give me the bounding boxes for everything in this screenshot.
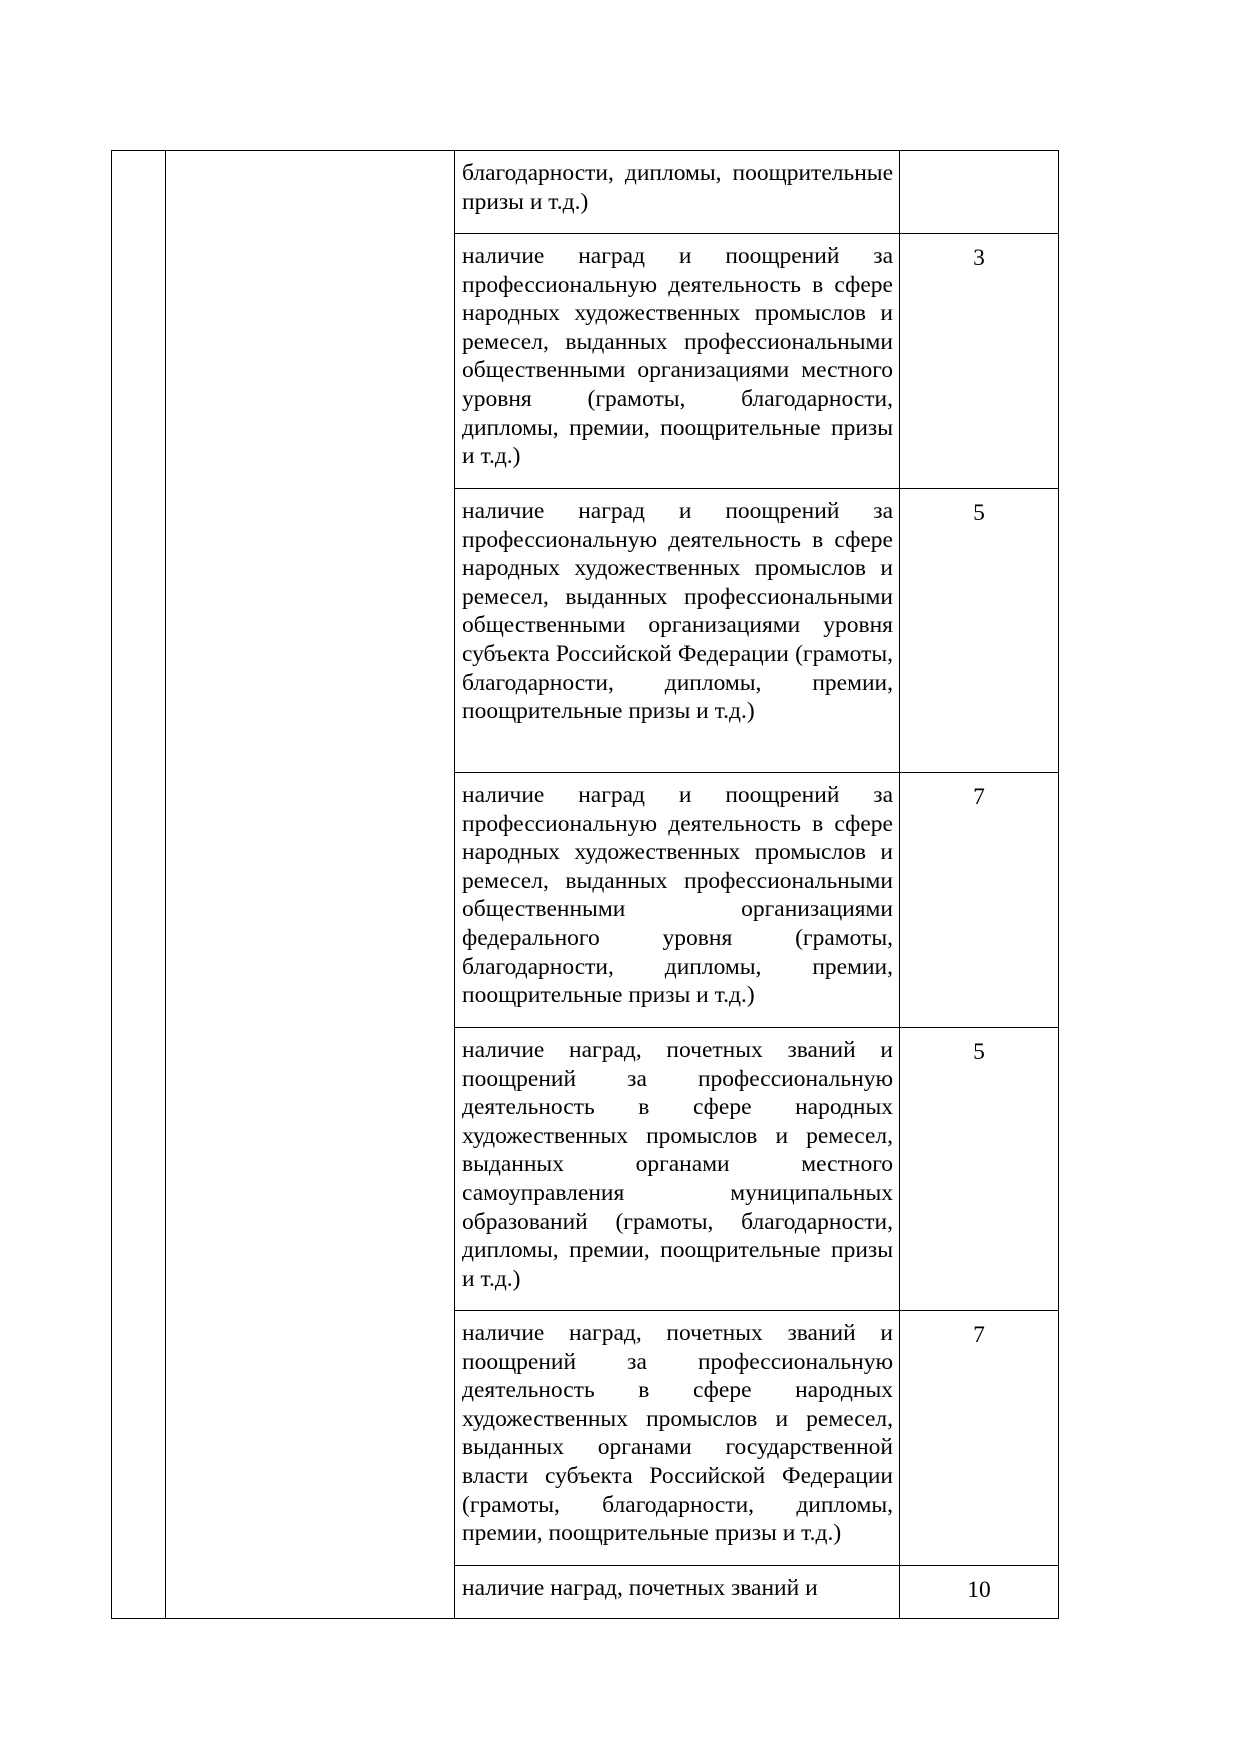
indicator-name-cell <box>166 151 455 1619</box>
criterion-cell: благодарности, дипломы, поощрительные призы и т.д.) <box>455 151 900 234</box>
criterion-cell: наличие наград и поощрений за профессиональную деятельность в сфере народных художественных промыслов и ремесел, выданных профессиональными общественными организациями федерального уровня (грамоты, благодарности, дипломы, премии, поощрительные призы и т.д.) <box>455 773 900 1028</box>
points-cell: 5 <box>900 489 1059 773</box>
criterion-cell: наличие наград и поощрений за профессиональную деятельность в сфере народных художественных промыслов и ремесел, выданных профессиональными общественными организациями уровня субъекта Российской Федерации (грамоты, благодарности, дипломы, премии, поощрительные призы и т.д.) <box>455 489 900 773</box>
points-cell: 5 <box>900 1028 1059 1311</box>
points-cell: 3 <box>900 234 1059 489</box>
criterion-cell: наличие наград, почетных званий и <box>455 1566 900 1619</box>
points-cell: 7 <box>900 773 1059 1028</box>
criteria-table <box>111 150 1059 1619</box>
criterion-cell: наличие наград и поощрений за профессиональную деятельность в сфере народных художественных промыслов и ремесел, выданных профессиональными общественными организациями местного уровня (грамоты, благодарности, дипломы, премии, поощрительные призы и т.д.) <box>455 234 900 489</box>
criterion-cell: наличие наград, почетных званий и поощрений за профессиональную деятельность в сфере народных художественных промыслов и ремесел, выданных органами местного самоуправления муниципальных образований (грамоты, благодарности, дипломы, премии, поощрительные призы и т.д.) <box>455 1028 900 1311</box>
table-row <box>112 151 1059 234</box>
points-cell <box>900 151 1059 234</box>
number-cell <box>112 151 166 1619</box>
points-cell: 10 <box>900 1566 1059 1619</box>
criterion-cell: наличие наград, почетных званий и поощрений за профессиональную деятельность в сфере народных художественных промыслов и ремесел, выданных органами государственной власти субъекта Российской Федерации (грамоты, благодарности, дипломы, премии, поощрительные призы и т.д.) <box>455 1311 900 1566</box>
points-cell: 7 <box>900 1311 1059 1566</box>
